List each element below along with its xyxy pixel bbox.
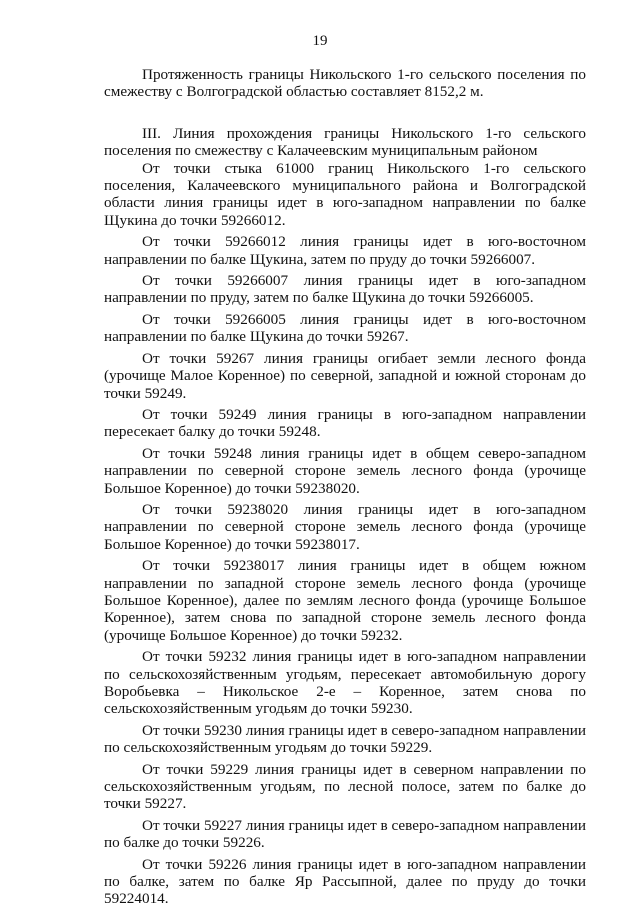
paragraph-point-59229: От точки 59229 линия границы идет в северном направлении по сельскохозяйственным угодьям, по лесной полосе, затем по балке до точки 59227. — [104, 760, 586, 813]
paragraph-point-59226: От точки 59226 линия границы идет в юго-западном направлении по балке, затем по балке Яр Рассыпной, далее по пруду до точки 59224014. — [104, 855, 586, 908]
paragraph-point-59266007: От точки 59266007 линия границы идет в юго-западном направлении по пруду, затем по балке Щукина до точки 59266005. — [104, 272, 586, 307]
paragraph-point-59227: От точки 59227 линия границы идет в северо-западном направлении по балке до точки 59226. — [104, 816, 586, 852]
paragraph-point-59249: От точки 59249 линия границы в юго-западном направлении пересекает балку до точки 59248. — [104, 405, 586, 441]
paragraph-point-61000: От точки стыка 61000 границ Никольского 1-го сельского поселения, Калачеевского муниципального района и Волгоградской области линия границы идет в юго-западном направлении по балке Щукина до точки 59266012. — [104, 159, 586, 229]
paragraph-point-59266005: От точки 59266005 линия границы идет в юго-восточном направлении по балке Щукина до точки 59267. — [104, 310, 586, 346]
paragraph-point-59238020: От точки 59238020 линия границы идет в юго-западном направлении по северной стороне земель лесного фонда (урочище Большое Коренное) до точки 59238017. — [104, 500, 586, 553]
paragraph-point-59248: От точки 59248 линия границы идет в общем северо-западном направлении по северной стороне земель лесного фонда (урочище Большое Коренное) до точки 59238020. — [104, 444, 586, 497]
paragraph-boundary-length: Протяженность границы Никольского 1-го сельского поселения по смежеству с Волгоградской областью составляет 8152,2 м. — [104, 66, 586, 101]
paragraph-point-59230: От точки 59230 линия границы идет в северо-западном направлении по сельскохозяйственным угодьям до точки 59229. — [104, 721, 586, 757]
page-number: 19 — [312, 33, 328, 49]
paragraph-point-59232: От точки 59232 линия границы идет в юго-западном направлении по сельскохозяйственным угодьям, пересекает автомобильную дорогу Воробьевка – Никольское 2-е – Коренное, затем снова по сельскохозяйственным угодьям до точки 59230. — [104, 648, 586, 718]
section-heading-iii: III. Линия прохождения границы Никольского 1-го сельского поселения по смежеству с Калачеевским муниципальным районом — [104, 124, 586, 160]
paragraph-point-59238017: От точки 59238017 линия границы идет в общем южном направлении по западной стороне земель лесного фонда (урочище Большое Коренное), далее по землям лесного фонда (урочище Большое Коренное), затем снова по западной стороне земель лесного фонда (урочище Большое Коренное) до точки 59232. — [104, 557, 586, 644]
paragraph-point-59266012: От точки 59266012 линия границы идет в юго-восточном направлении по балке Щукина, затем по пруду до точки 59266007. — [104, 233, 586, 268]
paragraph-point-59267: От точки 59267 линия границы огибает земли лесного фонда (урочище Малое Коренное) по северной, западной и южной сторонам до точки 59249. — [104, 349, 586, 402]
document-body — [104, 66, 586, 908]
